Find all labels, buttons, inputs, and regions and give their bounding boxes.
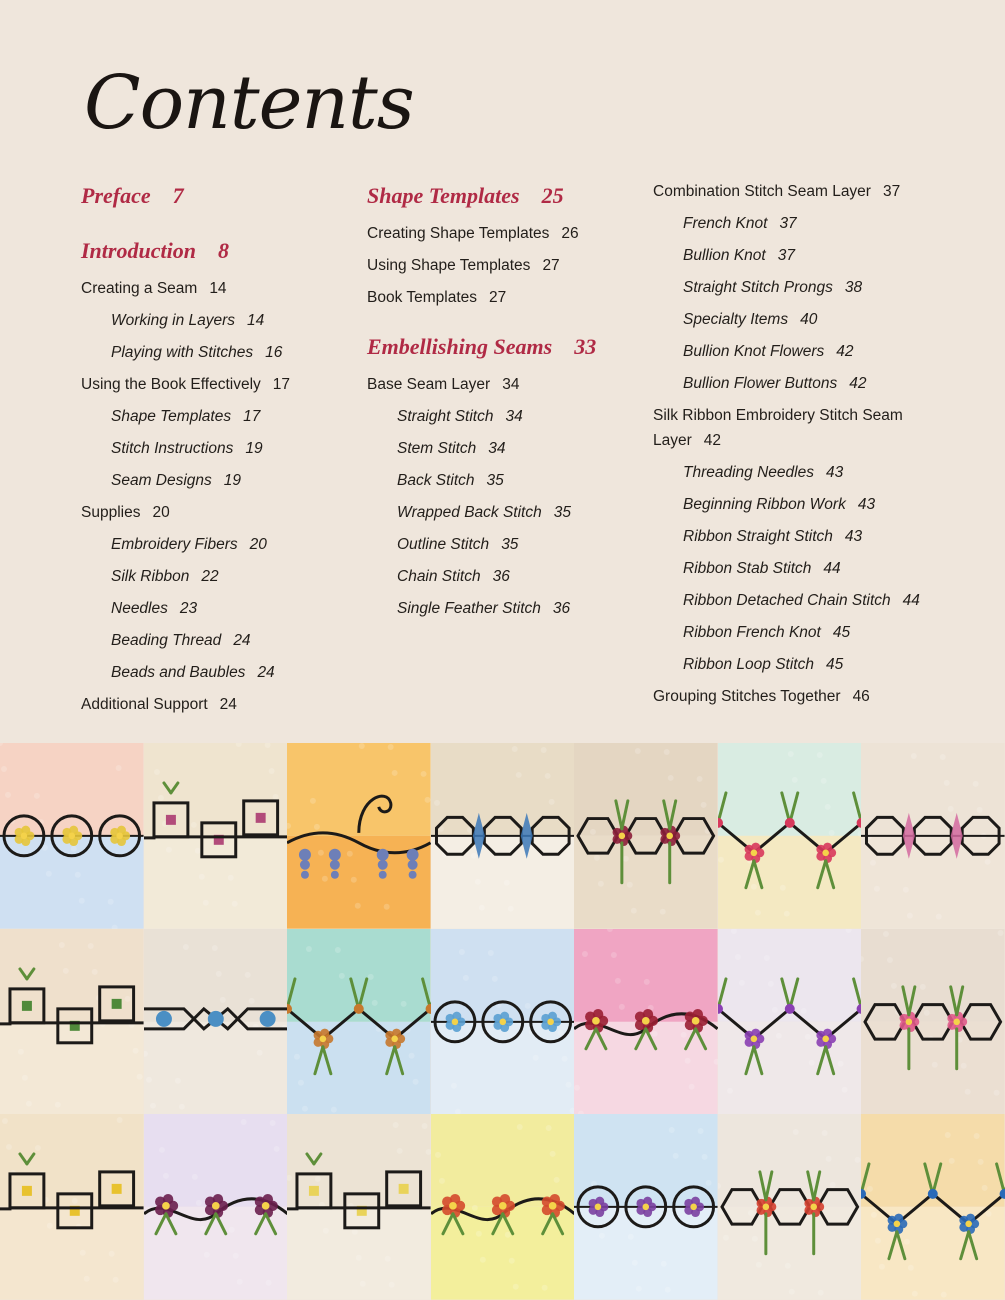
embroidery-sample-tile: [861, 743, 1005, 929]
toc-label: Bullion Knot Flowers: [683, 343, 825, 360]
toc-page-number: 24: [233, 632, 251, 649]
toc-page-number: 44: [902, 592, 920, 609]
toc-page-number: 42: [849, 375, 867, 392]
toc-label: Embroidery Fibers: [111, 536, 238, 553]
toc-page-number: 34: [502, 376, 520, 393]
toc-subentry[interactable]: [397, 472, 504, 490]
embroidery-sample-tile: [431, 929, 575, 1115]
toc-subentry[interactable]: [683, 343, 854, 361]
toc-page-number: 42: [703, 432, 722, 449]
toc-subentry[interactable]: [683, 496, 875, 514]
toc-section-heading[interactable]: [367, 183, 564, 209]
toc-label: Silk Ribbon: [111, 568, 190, 585]
toc-label: Seam Designs: [111, 472, 212, 489]
embroidery-sample-tile: [574, 743, 718, 929]
toc-page-number: 17: [272, 376, 291, 393]
embroidery-sample-tile: [574, 1114, 718, 1300]
toc-subentry[interactable]: [111, 632, 251, 650]
toc-entry[interactable]: [653, 183, 900, 201]
toc-entry[interactable]: [367, 257, 560, 275]
toc-page-number: 34: [488, 440, 506, 457]
toc-subentry[interactable]: [683, 215, 797, 233]
toc-subentry[interactable]: [683, 624, 850, 642]
embroidery-sample-tile: [574, 929, 718, 1115]
toc-label: Supplies: [81, 504, 141, 521]
embroidery-sample-tile: [0, 929, 144, 1115]
toc-page-number: 8: [217, 238, 229, 263]
toc-page-number: 43: [825, 464, 844, 481]
toc-label: Beginning Ribbon Work: [683, 496, 846, 513]
toc-label: Additional Support: [81, 696, 208, 713]
toc-page-number: 34: [505, 408, 523, 425]
embroidery-sample-tile: [431, 743, 575, 929]
toc-entry[interactable]: [367, 225, 579, 243]
embroidery-sample-tile: [718, 743, 862, 929]
toc-page-number: 45: [832, 624, 851, 641]
toc-label: Single Feather Stitch: [397, 600, 541, 617]
toc-page-number: 43: [844, 528, 863, 545]
toc-page-number: 20: [249, 536, 267, 553]
toc-subentry[interactable]: [683, 464, 843, 482]
toc-label: Threading Needles: [683, 464, 814, 481]
toc-label: Stitch Instructions: [111, 440, 234, 457]
toc-label: Creating a Seam: [81, 280, 198, 297]
toc-label: French Knot: [683, 215, 768, 232]
toc-subentry[interactable]: [111, 472, 241, 490]
toc-subentry[interactable]: [683, 247, 795, 265]
toc-page-number: 19: [223, 472, 242, 489]
toc-label: Introduction: [81, 238, 196, 263]
toc-page-number: 37: [882, 183, 901, 200]
toc-entry[interactable]: [367, 376, 519, 394]
toc-subentry[interactable]: [397, 568, 510, 586]
toc-page-number: 37: [779, 215, 797, 232]
toc-page-number: 19: [245, 440, 263, 457]
toc-page-number: 37: [777, 247, 795, 264]
toc-entry[interactable]: [81, 280, 227, 298]
toc-subentry[interactable]: [111, 344, 282, 362]
toc-label: Base Seam Layer: [367, 376, 491, 393]
toc-label: Preface: [81, 183, 151, 208]
embroidery-sample-mosaic: [0, 743, 1005, 1300]
toc-subentry[interactable]: [397, 600, 570, 618]
embroidery-sample-tile: [861, 929, 1005, 1115]
toc-page-number: 27: [489, 289, 507, 306]
toc-page-number: 36: [492, 568, 510, 585]
toc-page-number: 27: [542, 257, 560, 274]
toc-label: Bullion Flower Buttons: [683, 375, 838, 392]
toc-label: Using Shape Templates: [367, 257, 531, 274]
toc-subentry[interactable]: [111, 440, 263, 458]
toc-subentry[interactable]: [683, 592, 920, 610]
toc-section-heading[interactable]: [81, 183, 184, 209]
toc-page-number: 45: [825, 656, 844, 673]
embroidery-sample-tile: [144, 743, 288, 929]
toc-label: Creating Shape Templates: [367, 225, 550, 242]
toc-entry[interactable]: [653, 688, 870, 706]
toc-label: Bullion Knot: [683, 247, 766, 264]
toc-page-number: 26: [561, 225, 579, 242]
toc-label: Ribbon Detached Chain Stitch: [683, 592, 891, 609]
toc-page-number: 24: [257, 664, 275, 681]
toc-page-number: 24: [219, 696, 237, 713]
toc-label: Ribbon French Knot: [683, 624, 821, 641]
toc-label: Silk Ribbon Embroidery Stitch Seam Layer: [653, 407, 903, 449]
toc-page-number: 23: [179, 600, 198, 617]
embroidery-sample-tile: [287, 929, 431, 1115]
toc-entry[interactable]: [367, 289, 506, 307]
toc-page-number: 40: [800, 311, 818, 328]
toc-label: Combination Stitch Seam Layer: [653, 183, 871, 200]
embroidery-sample-tile: [861, 1114, 1005, 1300]
toc-entry[interactable]: [81, 376, 290, 394]
toc-page-number: 38: [844, 279, 863, 296]
embroidery-sample-tile: [144, 1114, 288, 1300]
toc-page-number: 43: [857, 496, 876, 513]
toc-subentry[interactable]: [111, 568, 219, 586]
embroidery-sample-tile: [287, 743, 431, 929]
toc-label: Embellishing Seams: [367, 334, 553, 359]
toc-subentry[interactable]: [683, 375, 866, 393]
toc-label: Playing with Stitches: [111, 344, 254, 361]
toc-page-number: 17: [243, 408, 261, 425]
toc-page-number: 36: [552, 600, 571, 617]
toc-page-number: 33: [574, 334, 597, 359]
embroidery-sample-tile: [144, 929, 288, 1115]
toc-label: Using the Book Effectively: [81, 376, 261, 393]
toc-label: Book Templates: [367, 289, 477, 306]
toc-label: Shape Templates: [111, 408, 232, 425]
toc-label: Beading Thread: [111, 632, 222, 649]
toc-section-heading[interactable]: [367, 334, 596, 360]
toc-label: Straight Stitch: [397, 408, 494, 425]
toc-page-number: 42: [836, 343, 854, 360]
toc-page-number: 20: [152, 504, 170, 521]
toc-label: Ribbon Stab Stitch: [683, 560, 812, 577]
toc-subentry[interactable]: [111, 600, 197, 618]
toc-subentry[interactable]: [397, 536, 518, 554]
toc-label: Shape Templates: [367, 183, 520, 208]
toc-label: Ribbon Loop Stitch: [683, 656, 814, 673]
toc-subentry[interactable]: [397, 440, 506, 458]
toc-subentry[interactable]: [683, 656, 843, 674]
toc-page-number: 16: [265, 344, 283, 361]
toc-label: Ribbon Straight Stitch: [683, 528, 833, 545]
embroidery-sample-tile: [287, 1114, 431, 1300]
embroidery-sample-tile: [0, 1114, 144, 1300]
page-title: Contents: [84, 60, 414, 146]
toc-label: Outline Stitch: [397, 536, 490, 553]
toc-label: Specialty Items: [683, 311, 789, 328]
toc-entry[interactable]: [81, 504, 170, 522]
toc-page-number: 35: [501, 536, 519, 553]
toc-label: Stem Stitch: [397, 440, 477, 457]
toc-label: Working in Layers: [111, 312, 236, 329]
toc-label: Grouping Stitches Together: [653, 688, 841, 705]
toc-page-number: 35: [486, 472, 504, 489]
toc-label: Wrapped Back Stitch: [397, 504, 542, 521]
toc-label: Straight Stitch Prongs: [683, 279, 833, 296]
toc-page-number: 14: [247, 312, 265, 329]
toc-subentry[interactable]: [683, 560, 841, 578]
embroidery-sample-tile: [431, 1114, 575, 1300]
toc-label: Beads and Baubles: [111, 664, 246, 681]
toc-subentry[interactable]: [683, 528, 862, 546]
toc-subentry[interactable]: [111, 664, 275, 682]
toc-subentry[interactable]: [683, 279, 862, 297]
toc-subentry[interactable]: [397, 408, 523, 426]
toc-subentry[interactable]: [111, 536, 267, 554]
embroidery-sample-tile: [718, 1114, 862, 1300]
toc-label: Needles: [111, 600, 168, 617]
toc-subentry[interactable]: [111, 408, 260, 426]
toc-section-heading[interactable]: [81, 238, 229, 264]
toc-page-number: 14: [209, 280, 227, 297]
toc-entry[interactable]: [653, 403, 918, 453]
toc-page-number: 44: [823, 560, 841, 577]
toc-page-number: 25: [541, 183, 564, 208]
embroidery-sample-tile: [718, 929, 862, 1115]
toc-page-number: 22: [201, 568, 219, 585]
toc-label: Chain Stitch: [397, 568, 481, 585]
embroidery-sample-tile: [0, 743, 144, 929]
toc-page-number: 46: [852, 688, 870, 705]
toc-page-number: 35: [553, 504, 571, 521]
toc-entry[interactable]: [81, 696, 237, 714]
toc-subentry[interactable]: [111, 312, 264, 330]
toc-page-number: 7: [172, 183, 184, 208]
toc-subentry[interactable]: [397, 504, 571, 522]
toc-label: Back Stitch: [397, 472, 475, 489]
toc-subentry[interactable]: [683, 311, 817, 329]
